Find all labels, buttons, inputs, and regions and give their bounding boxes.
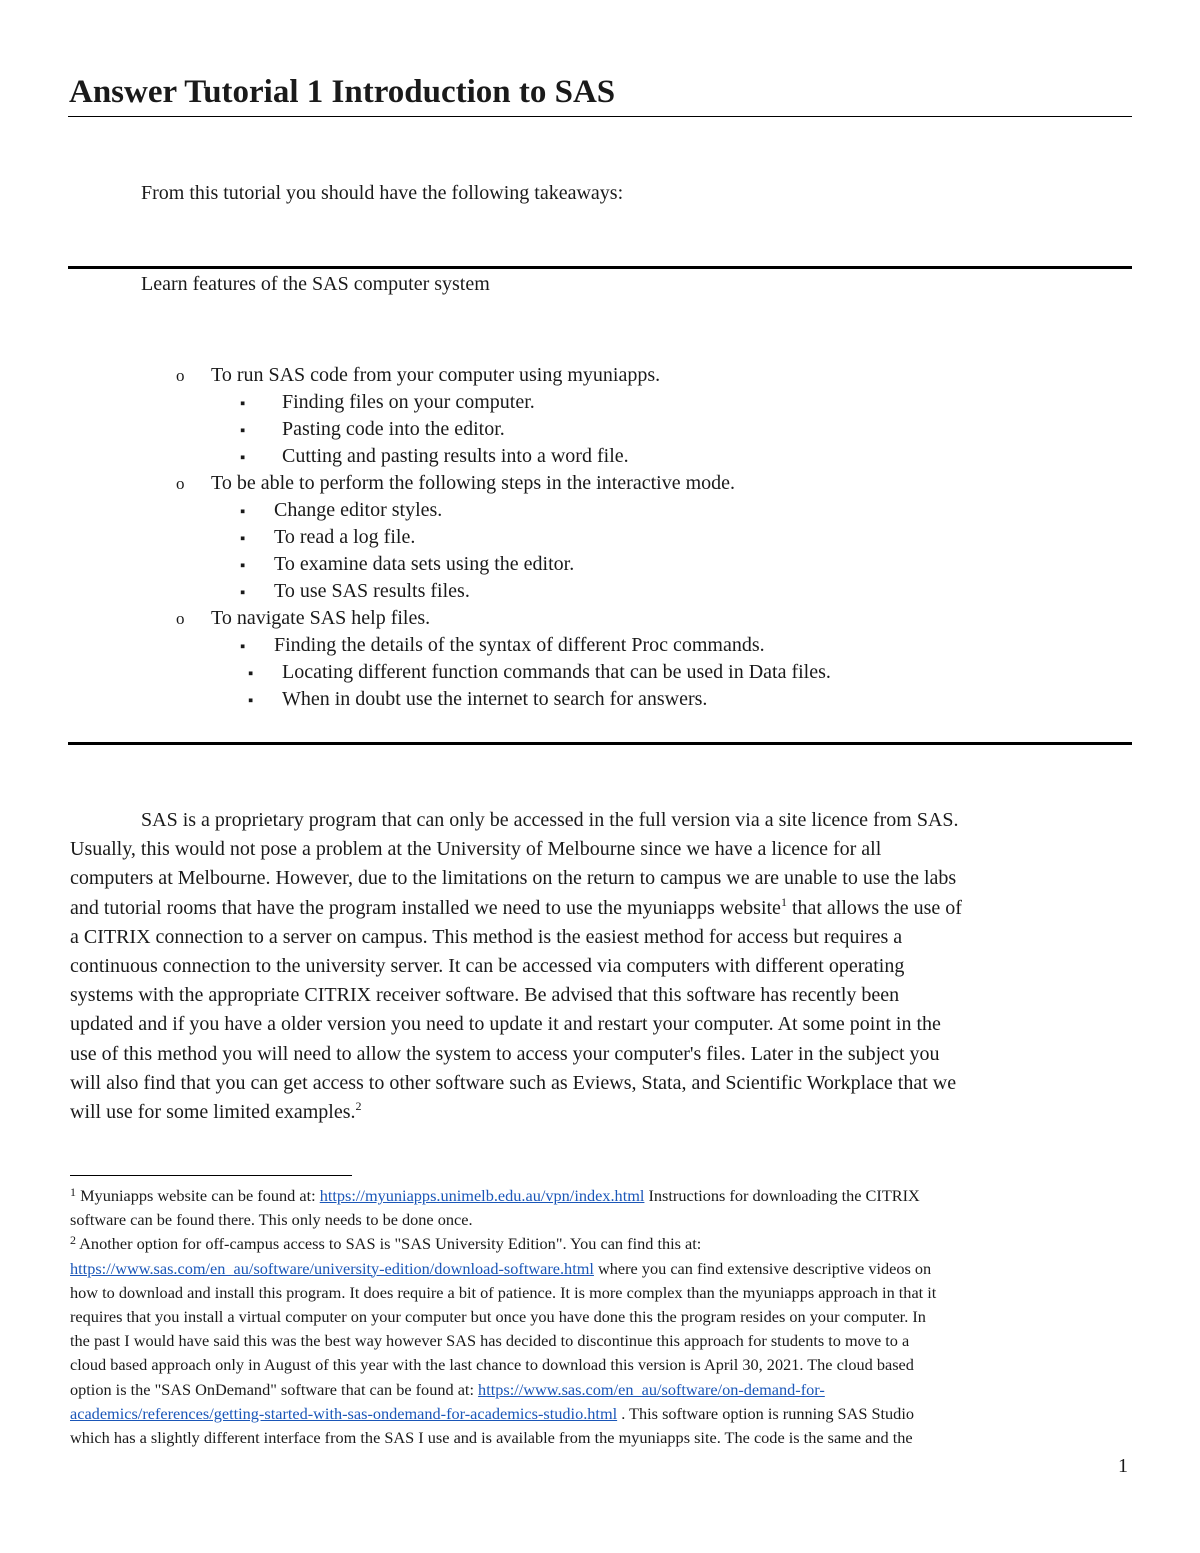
- footnote-1: $^1$ Myuniapps website can be found at: https://myuniapps.unimelb.edu.au/vpn/index.html Instructions for downloading the CITRIX: [70, 1185, 920, 1205]
- bullet-square-icon: ▪: [240, 423, 246, 439]
- sub-list-item: ▪ To read a log file.: [240, 524, 415, 553]
- footnotes: $^1$ Myuniapps website can be found at: https://myuniapps.unimelb.edu.au/vpn/index.html Instructions for downloading the CITRIX software can be found there. This only needs to be done once. $^2$ Another option for off-campus access to SAS is "SAS University Edition". You can find this at: https://www.sas.com/en_au/software/university-edition/download-software.html where you can find extensive descriptive videos on how to download and install this program. It does require a bit of patience. It is more complex than the myuniapps approach in that it requires that you install a virtual computer on your computer but once you have done this the program resides on your computer. In the past I would have said this was the best way however SAS has decided to discontinue this approach for students to move to a cloud based approach only in August of this year with the last chance to download this version is April 30, 2021. The cloud based option is the "SAS OnDemand" software that can be found at: https://www.sas.com/en_au/software/on-demand-for- academics/references/getting-started-with-sas-ondemand-for-academics-studio.html . This software option is running SAS Studio which has a slightly different interface from the SAS I use and is available from the myuniapps site. The code is the same and the: [70, 1184, 1132, 1450]
- list-item: o To navigate SAS help files.: [176, 605, 430, 632]
- page-number: 1: [1118, 1455, 1128, 1477]
- myuniapps-link[interactable]: https://myuniapps.unimelb.edu.au/vpn/index.html: [319, 1186, 645, 1205]
- list-item: o To be able to perform the following steps in the interactive mode.: [176, 470, 735, 497]
- section-heading: Learn features of the SAS computer system: [141, 273, 490, 295]
- bullet-square-icon: ▪: [240, 585, 246, 601]
- sas-ondemand-link-cont[interactable]: academics/references/getting-started-with-sas-ondemand-for-academics-studio.html: [70, 1403, 618, 1423]
- intro-text: From this tutorial you should have the following takeaways:: [141, 182, 624, 204]
- footnote-2: $^2$ Another option for off-campus access to SAS is "SAS University Edition". You can find this at:: [70, 1233, 702, 1254]
- bullet-square-icon: ▪: [240, 639, 246, 655]
- bullet-circle-icon: o: [176, 609, 185, 628]
- title-underline: [68, 116, 1132, 117]
- sub-list-item: ▪ To examine data sets using the editor.: [240, 551, 574, 580]
- sub-list-item: ▪ When in doubt use the internet to search for answers.: [248, 686, 707, 715]
- footnote-separator: [70, 1175, 352, 1176]
- sub-list-item: ▪ Finding the details of the syntax of different Proc commands.: [240, 632, 765, 661]
- sub-list-item: ▪ Pasting code into the editor.: [240, 416, 505, 445]
- footnote-ref-1[interactable]: 1: [780, 894, 787, 909]
- bullet-circle-icon: o: [176, 474, 185, 493]
- page-title: Answer Tutorial 1 Introduction to SAS: [69, 74, 616, 110]
- section-bottom-rule: [68, 742, 1132, 745]
- bullet-square-icon: ▪: [240, 504, 246, 520]
- bullet-circle-icon: o: [176, 366, 185, 385]
- sub-list-item: ▪ Finding files on your computer.: [240, 389, 535, 418]
- sub-list-item: ▪ Change editor styles.: [240, 497, 442, 526]
- bullet-square-icon: ▪: [248, 666, 254, 682]
- bullet-square-icon: ▪: [240, 396, 246, 412]
- sub-list-item: ▪ Cutting and pasting results into a word file.: [240, 443, 629, 472]
- sub-list-item: ▪ To use SAS results files.: [240, 578, 470, 607]
- section-top-rule: [68, 266, 1132, 269]
- bullet-square-icon: ▪: [240, 531, 246, 547]
- list-item: o To run SAS code from your computer using myuniapps.: [176, 362, 660, 389]
- sas-university-edition-link[interactable]: https://www.sas.com/en_au/software/university-edition/download-software.html: [70, 1258, 594, 1278]
- footnote-ref-2[interactable]: 2: [355, 1099, 362, 1114]
- bullet-square-icon: ▪: [240, 450, 246, 466]
- body-paragraph: SAS is a proprietary program that can only be accessed in the full version via a site licence from SAS. Usually, this would not pose a problem at the University of Melbourne since we have a licence for all computers at Melbourne. However, due to the limitations on the return to campus we are unable to use the labs and tutorial rooms that have the program installed we need to use the myuniapps website$^1$ that allows the use of a CITRIX connection to a server on campus. This method is the easiest method for access but requires a continuous connection to the university server. It can be accessed via computers with different operating systems with the appropriate CITRIX receiver software. Be advised that this software has recently been updated and if you have a older version you need to update it and restart your computer. At some point in the use of this method you will need to allow the system to access your computer's files. Later in the subject you will also find that you can get access to other software such as Eviews, Stata, and Scientific Workplace that we will use for some limited examples.$^2$: [70, 809, 962, 1124]
- bullet-square-icon: ▪: [240, 558, 246, 574]
- sub-list-item: ▪ Locating different function commands that can be used in Data files.: [248, 659, 831, 688]
- bullet-square-icon: ▪: [248, 693, 254, 709]
- sas-ondemand-link[interactable]: https://www.sas.com/en_au/software/on-demand-for-: [478, 1379, 825, 1399]
